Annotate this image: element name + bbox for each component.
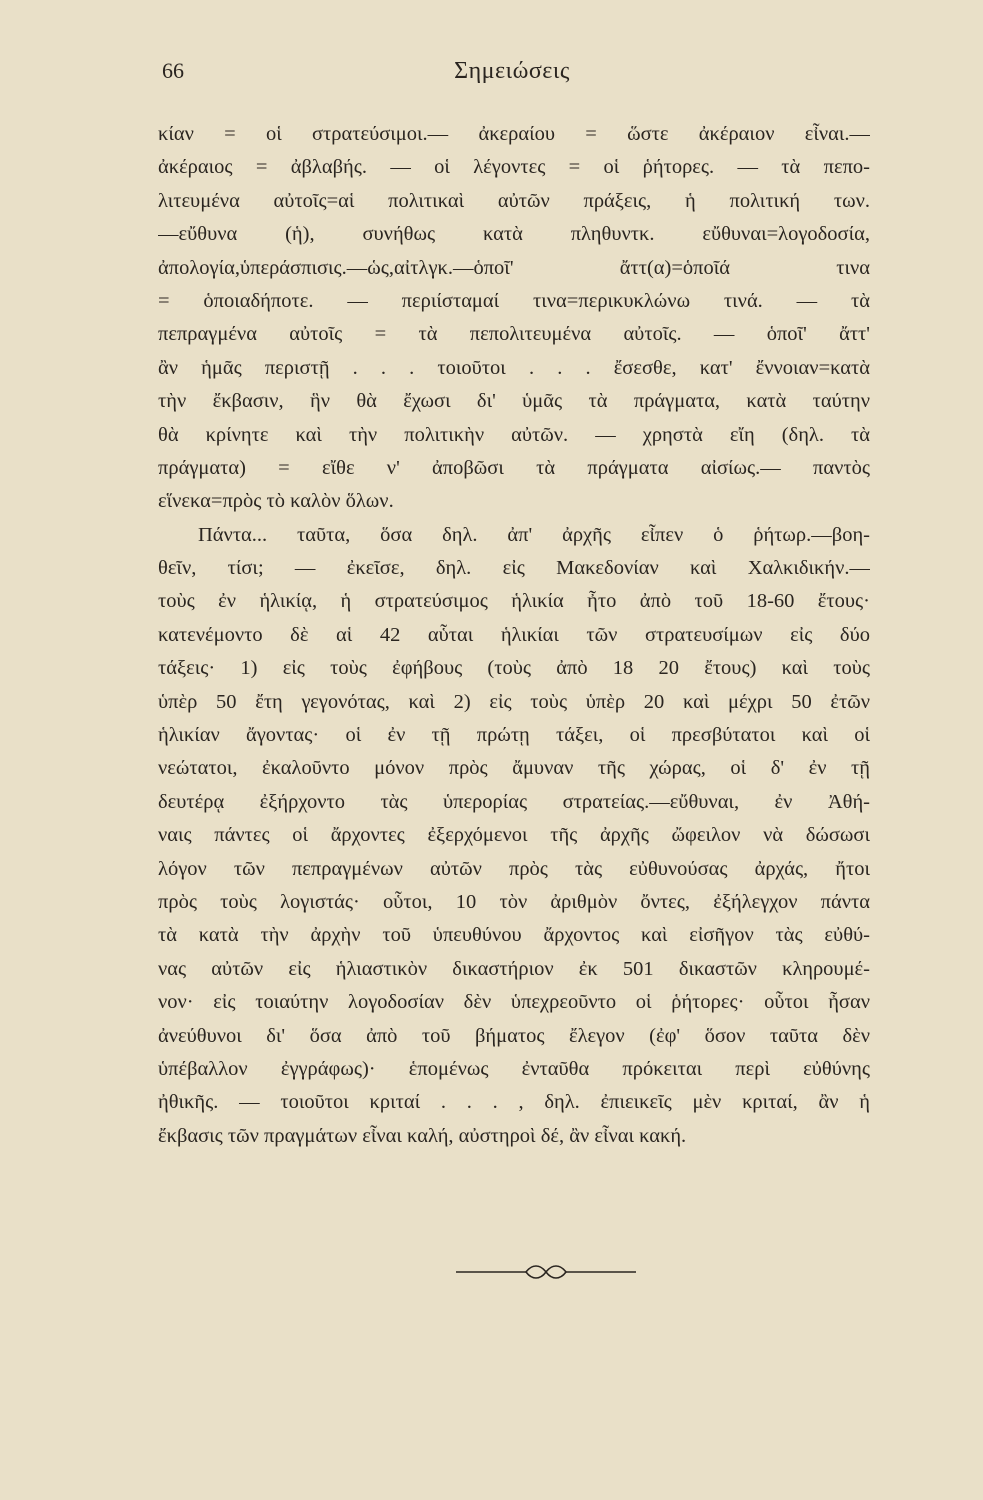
text-line: νεώτατοι, ἐκαλοῦντο μόνον πρὸς ἄμυναν τῆς χώρας, οἱ δ' ἐν τῇ xyxy=(158,757,870,780)
text-line: κατενέμοντο δὲ αἱ 42 αὗται ἡλικίαι τῶν στρατευσίμων εἰς δύο xyxy=(158,623,870,646)
text-line: πράγματα) = εἴθε ν' ἀποβῶσι τὰ πράγματα αἰσίως.— παντὸς xyxy=(158,456,870,479)
text-line: ναις πάντες οἱ ἄρχοντες ἐξερχόμενοι τῆς ἀρχῆς ὤφειλον νὰ δώσωσι xyxy=(158,824,870,847)
text-line: Πάντα... ταῦτα, ὅσα δηλ. ἀπ' ἀρχῆς εἶπεν ὁ ῥήτωρ.—βοη- xyxy=(198,523,870,546)
page-number: 66 xyxy=(162,58,184,83)
text-line: τὰ κατὰ τὴν ἀρχὴν τοῦ ὑπευθύνου ἄρχοντος καὶ εἰσῆγον τὰς εὐθύ- xyxy=(158,924,870,947)
text-line: τάξεις· 1) εἰς τοὺς ἐφήβους (τοὺς ἀπὸ 18 20 ἔτους) καὶ τοὺς xyxy=(158,657,870,680)
text-line: τοὺς ἐν ἡλικίᾳ, ἡ στρατεύσιμος ἡλικία ἦτο ἀπὸ τοῦ 18-60 ἔτους· xyxy=(158,590,870,613)
text-line: λιτευμένα αὐτοῖς=αἱ πολιτικαὶ αὐτῶν πράξεις, ἡ πολιτική των. xyxy=(158,189,870,212)
text-line: λόγον τῶν πεπραγμένων αὐτῶν πρὸς τὰς εὐθυνούσας ἀρχάς, ἤτοι xyxy=(158,857,870,880)
text-line: ὑπὲρ 50 ἔτη γεγονότας, καὶ 2) εἰς τοὺς ὑπὲρ 20 καὶ μέχρι 50 ἐτῶν xyxy=(158,690,870,713)
end-ornament-icon xyxy=(456,1262,636,1282)
text-line: —εὔθυνα (ἡ), συνήθως κατὰ πληθυντκ. εὔθυναι=λογοδοσία, xyxy=(158,223,870,246)
text-line: νας αὐτῶν εἰς ἡλιαστικὸν δικαστήριον ἐκ 501 δικαστῶν κληρουμέ- xyxy=(158,957,870,980)
text-line: νον· εἰς τοιαύτην λογοδοσίαν δὲν ὑπεχρεοῦντο οἱ ῥήτορες· οὗτοι ἦσαν xyxy=(158,991,870,1014)
text-line: ἡλικίαν ἄγοντας· οἱ ἐν τῇ πρώτῃ τάξει, οἱ πρεσβύτατοι καὶ οἱ xyxy=(158,724,870,747)
text-line: θὰ κρίνητε καὶ τὴν πολιτικὴν αὐτῶν. — χρηστὰ εἴη (δηλ. τὰ xyxy=(158,423,870,446)
text-line: = ὁποιαδήποτε. — περιίσταμαί τινα=περικυκλώνω τινά. — τὰ xyxy=(158,289,870,312)
page-header xyxy=(162,58,862,94)
text-line: ὑπέβαλλον ἐγγράφως)· ἑπομένως ἐνταῦθα πρόκειται περὶ εὐθύνης xyxy=(158,1057,870,1080)
text-line: πρὸς τοὺς λογιστάς· οὗτοι, 10 τὸν ἀριθμὸν ὄντες, ἐξήλεγχον πάντα xyxy=(158,890,870,913)
running-title: Σημειώσεις xyxy=(454,58,570,84)
text-line: ἠθικῆς. — τοιοῦτοι κριταί . . . , δηλ. ἐπιεικεῖς μὲν κριταί, ἂν ἡ xyxy=(158,1091,870,1114)
text-line: ἀκέραιος = ἀβλαβής. — οἱ λέγοντες = οἱ ῥήτορες. — τὰ πεπο- xyxy=(158,156,870,179)
notes-text xyxy=(158,118,870,1153)
text-line: εἵνεκα=πρὸς τὸ καλὸν ὅλων. xyxy=(158,490,394,513)
text-line: κίαν = οἱ στρατεύσιμοι.— ἀκεραίου = ὥστε ἀκέραιον εἶναι.— xyxy=(158,123,870,145)
text-line: ἀνεύθυνοι δι' ὅσα ἀπὸ τοῦ βήματος ἔλεγον (ἐφ' ὅσον ταῦτα δὲν xyxy=(158,1024,870,1047)
text-line: τὴν ἔκβασιν, ἣν θὰ ἔχωσι δι' ὑμᾶς τὰ πράγματα, κατὰ ταύτην xyxy=(158,390,870,413)
text-line: ἂν ἡμᾶς περιστῇ . . . τοιοῦτοι . . . ἔσεσθε, κατ' ἔννοιαν=κατὰ xyxy=(158,356,870,379)
text-line: θεῖν, τίσι; — ἐκεῖσε, δηλ. εἰς Μακεδονίαν καὶ Χαλκιδικήν.— xyxy=(158,557,870,580)
text-line: δευτέρᾳ ἐξήρχοντο τὰς ὑπερορίας στρατείας.—εὔθυναι, ἐν Ἀθή- xyxy=(158,790,870,813)
text-line: ἀπολογία,ὑπεράσπισις.—ὡς,αἰτλγκ.—ὁποῖ' ἄττ(α)=ὁποῖά τινα xyxy=(158,256,870,279)
text-line: ἔκβασις τῶν πραγμάτων εἶναι καλή, αὐστηροὶ δέ, ἂν εἶναι κακή. xyxy=(158,1124,687,1147)
text-line: πεπραγμένα αὐτοῖς = τὰ πεπολιτευμένα αὐτοῖς. — ὁποῖ' ἄττ' xyxy=(158,323,870,346)
